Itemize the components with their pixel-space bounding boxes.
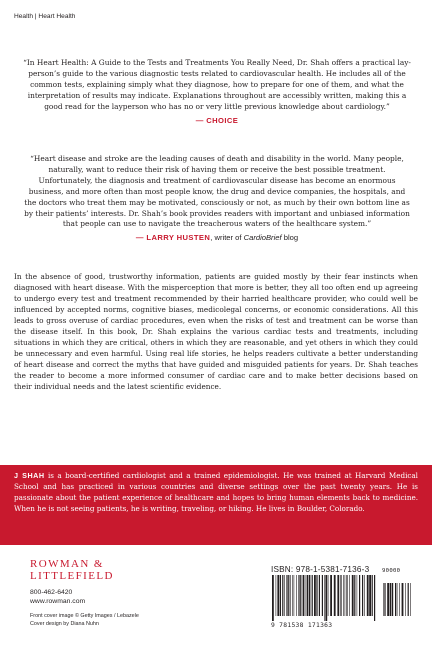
isbn-label: ISBN: 978-1-5381-7136-3 — [271, 565, 370, 574]
author-name: J SHAH — [14, 471, 45, 480]
ean-barcode-icon — [271, 575, 377, 621]
attribution-publication: CardioBrief — [243, 233, 282, 243]
attribution-name: — CHOICE — [195, 115, 239, 125]
publisher-phone: 800-462-6420 — [30, 589, 73, 596]
isbn-barcode — [271, 575, 411, 631]
cover-credits — [30, 612, 139, 628]
author-bio-text: is a board-certified cardiologist and a trained epidemiologist. He was trained at Harvard Medical School and has practiced in various countries and diverse settings over the past twenty years. He is passionate about the patient experience of healthcare and hopes to bring human elements back to medicine. When he is not seeing patients, he is writing, traveling, or hiking. He lives in Boulder, Colorado. — [14, 471, 418, 513]
price-addon-barcode-icon — [382, 583, 411, 621]
author-bio-band — [0, 465, 432, 545]
book-description: In the absence of good, trustworthy information, patients are guided mostly by their fear instincts when diagnosed with heart disease. With the misperception that more is better, they all too often end up agreeing to undergo every test and treatment recommended by their harried healthcare provider, who could well be influenced by accepted norms, cognitive biases, medicolegal concerns, or economic considerations. All this leads to gross overuse of cardiac procedures, even when the risks of test and treatment can be worse than the disease itself. In this book, Dr. Shah explains the various cardiac tests and treatments, including situations in which they are critical, others in which they are reasonable, and yet others in which they could be unnecessary and even harmful. Using real life stories, he helps readers cultivate a better understanding of heart disease and correct the myths that have guided and misguided patients for years. Dr. Shah teaches the reader to become a more informed consumer of cardiac care and to make better decisions based on their individual needs and the latest scientific evidence. — [14, 272, 418, 391]
cover-design-credit: Cover design by Diana Nuhn — [30, 621, 99, 627]
quote-attribution — [22, 116, 412, 127]
barcode-digits: 9 781538 171363 — [271, 622, 333, 629]
category-label: Health | Heart Health — [14, 13, 76, 20]
quote-text: “In Heart Health: A Guide to the Tests and Treatments You Really Need, Dr. Shah offers a practical lay-person’s guide to the various diagnostic tests related to cardiovascular health. He includes all of the common tests, explaining simply what they diagnose, how to prepare for one of them, and what the interpretation of results may indicate. Explanations throughout are accessibly written, making this a good read for the layperson who has no or very little previous knowledge about cardiology.” — [23, 58, 411, 111]
addon-digits: 90000 — [382, 568, 401, 574]
quote-text: “Heart disease and stroke are the leading causes of death and disability in the world. Many people, naturally, want to reduce their risk of having them or receive the best possible treatment. Unfortunately, the diagnosis and treatment of cardiovascular disease has become an enormous business, and more often than most people know, the drug and device companies, the hospitals, and the doctors who treat them may be motivated, consciously or not, as much by their own bottom line as by their patients’ interests. Dr. Shah’s book provides readers with important and unbiased information that people can use to navigate the treacherous waters of the healthcare system.” — [24, 154, 410, 229]
publisher-block — [30, 558, 114, 606]
attribution-name: — LARRY HUSTEN — [135, 233, 211, 243]
author-bio — [14, 471, 418, 515]
publisher-logo-line2: LITTLEFIELD — [30, 570, 114, 582]
attribution-tail: blog — [281, 233, 299, 243]
attribution-role: , writer of — [210, 233, 244, 243]
review-quote-husten — [22, 154, 412, 244]
publisher-logo — [30, 558, 114, 582]
publisher-logo-line1: ROWMAN & — [30, 558, 104, 570]
cover-image-credit: Front cover image © Getty Images / Lebazele — [30, 613, 139, 619]
quote-attribution — [22, 233, 412, 244]
review-quote-choice — [22, 58, 412, 126]
publisher-website[interactable]: www.rowman.com — [30, 598, 86, 605]
